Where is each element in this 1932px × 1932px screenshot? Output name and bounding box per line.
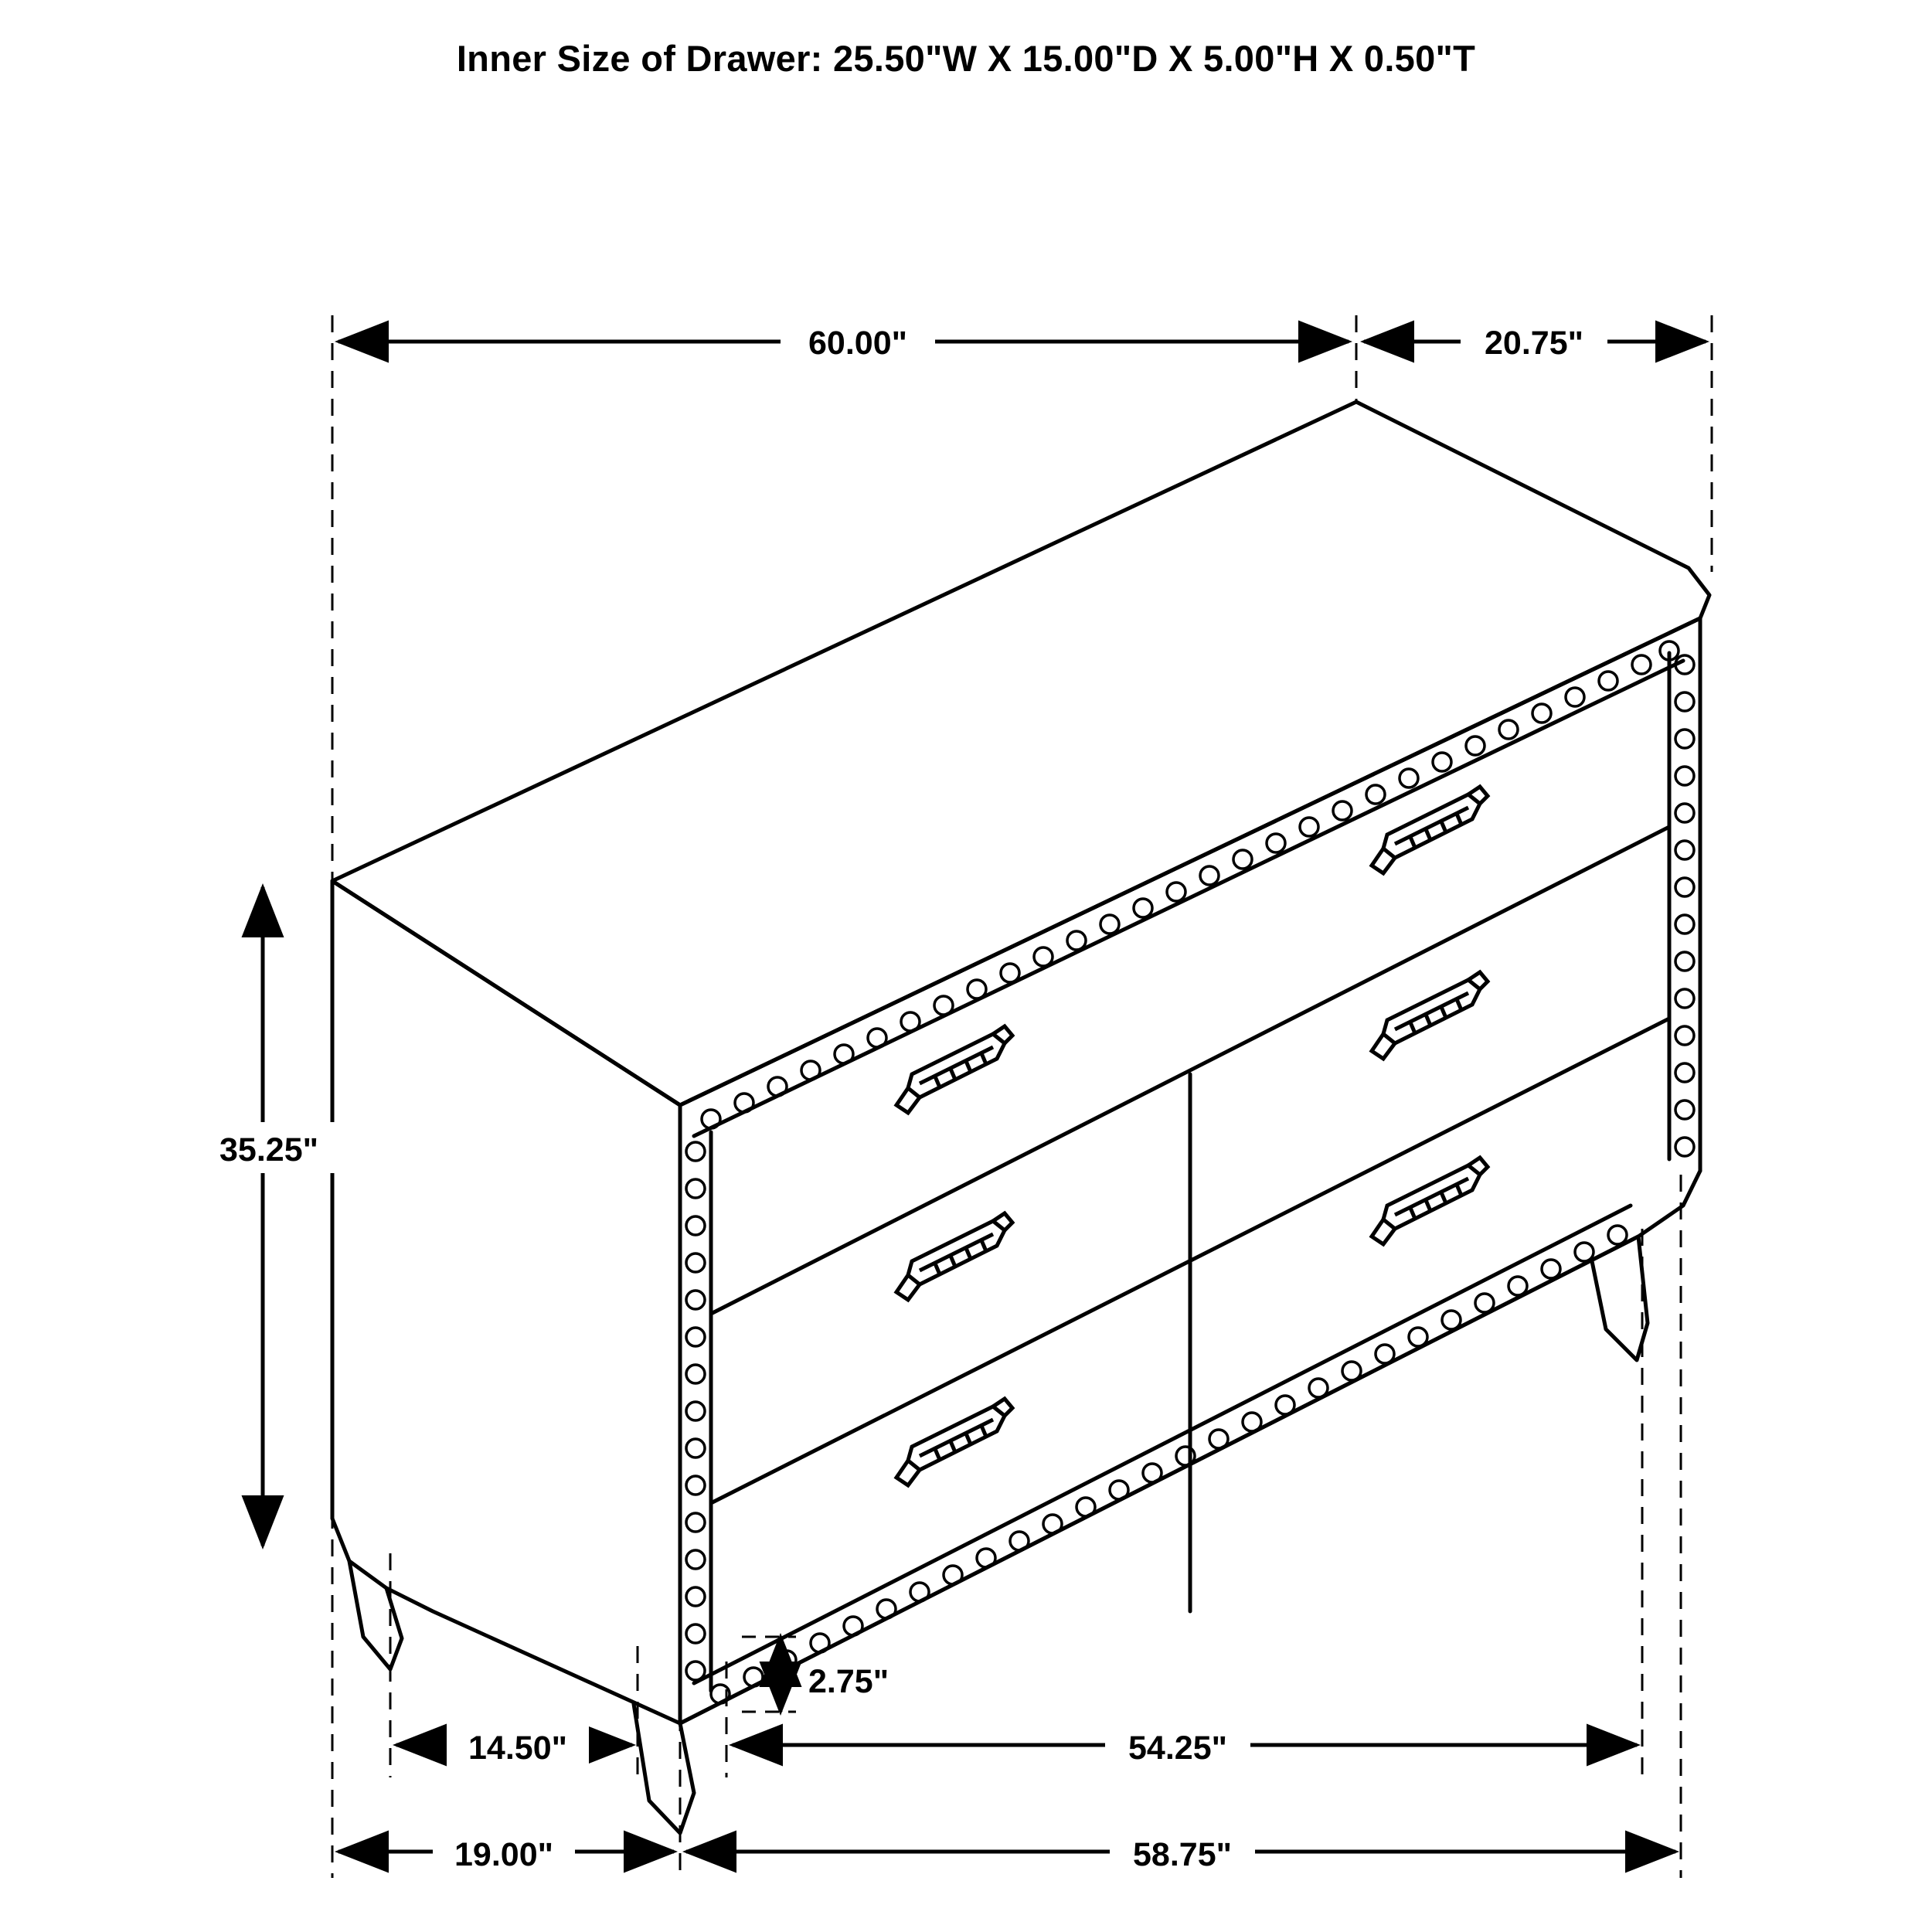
handle-drawer-mid-left [896,1213,1012,1300]
label-overall-base: 58.75" [1133,1836,1232,1873]
dresser-outline [332,402,1709,1833]
front-top-edge-inner [694,661,1683,1136]
dresser-left-side [332,881,680,1723]
handle-drawer-mid-right [1372,972,1488,1059]
handle-drawer-top-right [1372,787,1488,873]
front-top-edge [680,618,1700,1105]
nailhead-row-front-top [702,641,1679,1128]
dimension-lines [263,342,1706,1852]
handle-drawer-top-left [896,1026,1012,1113]
label-height: 35.25" [219,1131,318,1168]
label-side-base: 19.00" [454,1836,553,1873]
extension-lines [332,315,1712,1878]
page-title: Inner Size of Drawer: 25.50"W X 15.00"D X 5.00"H X 0.50"T [456,38,1476,79]
nailhead-row-left-corner [686,1142,705,1680]
label-width-top: 60.00" [808,325,907,362]
side-top-edge [332,881,680,1105]
handle-drawer-bottom-right [1372,1158,1488,1244]
label-leg-inset: 14.50" [468,1730,567,1767]
front-bottom-band-inner [694,1206,1631,1683]
label-front-base: 54.25" [1128,1730,1227,1767]
foot-left-rear [349,1561,402,1669]
dresser-top-surface [332,402,1709,1105]
handle-drawer-bottom-left [896,1399,1012,1485]
label-depth-top: 20.75" [1485,325,1583,362]
foot-left-front [634,1704,694,1833]
nailhead-row-right-corner [1675,655,1694,1156]
nailhead-row-front-bottom [711,1226,1627,1703]
label-foot-height: 2.75" [808,1663,889,1700]
